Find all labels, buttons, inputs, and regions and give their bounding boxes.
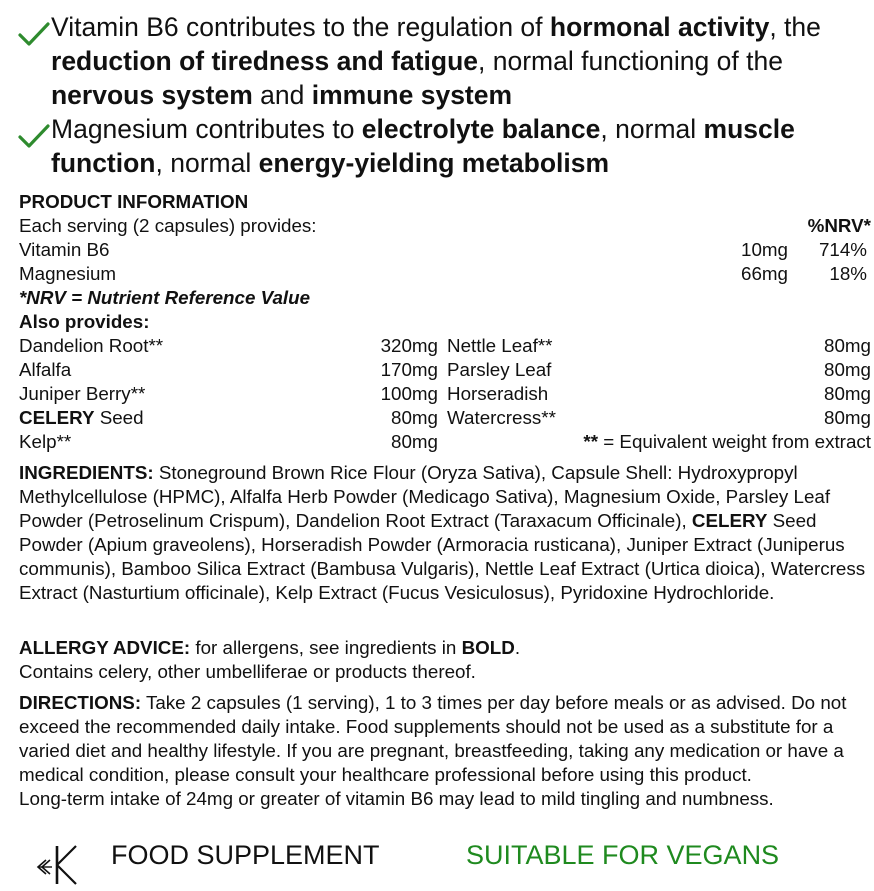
claim-text: Magnesium contributes to electrolyte balance, normal muscle function, normal energy-yielding metabolism bbox=[51, 114, 795, 178]
b6-warning: Long-term intake of 24mg or greater of vitamin B6 may lead to mild tingling and numbness. bbox=[19, 788, 774, 809]
botanical-name: Nettle Leaf** bbox=[447, 335, 553, 356]
ingredients-text: Stoneground Brown Rice Flour (Oryza Sativa), Capsule Shell: Hydroxypropyl Methylcellulose (HPMC), Alfalfa Herb Powder (Medicago Sativa), Magnesium Oxide, Parsley Leaf Powder (Petroselinum Crispum), Dandelion Root Extract (Taraxacum Officinale), bbox=[19, 462, 831, 531]
botanical-name: Kelp** bbox=[19, 431, 72, 452]
food-supplement-label: FOOD SUPPLEMENT bbox=[111, 840, 380, 870]
footer bbox=[0, 836, 874, 890]
also-row bbox=[19, 334, 871, 358]
allergen-celery: CELERY bbox=[691, 510, 768, 531]
botanical-name: Juniper Berry** bbox=[19, 383, 146, 404]
also-row bbox=[19, 358, 871, 382]
claim-text: Vitamin B6 contributes to the regulation of hormonal activity, the reduction of tiredness and fatigue, normal functioning of the nervous system and immune system bbox=[51, 12, 821, 110]
serving-text: Each serving (2 capsules) provides: bbox=[19, 215, 317, 236]
directions-label: DIRECTIONS: bbox=[19, 692, 142, 713]
botanical-name: Alfalfa bbox=[19, 359, 72, 380]
allergy-advice: ALLERGY ADVICE: for allergens, see ingredients in BOLD. Contains celery, other umbelliferae or products thereof. bbox=[19, 636, 871, 684]
botanical-amount: 100mg bbox=[380, 383, 438, 404]
botanical-name: Parsley Leaf bbox=[447, 359, 552, 380]
botanical-amount: 80mg bbox=[824, 335, 871, 356]
also-provides-heading: Also provides: bbox=[19, 311, 150, 332]
nutrient-nrv: 714% bbox=[818, 239, 867, 260]
botanical-name: Watercress** bbox=[447, 407, 556, 428]
botanical-name: CELERY Seed bbox=[19, 407, 144, 428]
product-information bbox=[19, 190, 871, 454]
ingredients bbox=[19, 461, 871, 605]
ingredients-text-cont: Seed Powder (Apium graveolens), Horseradish Powder (Armoracia rusticana), Juniper Extract (Juniperus communis), Bamboo Silica Extract (Bambusa Vulgaris), Nettle Leaf Extract (Urtica dioica), Watercress Extract (Nasturtium officinale), Kelp Extract (Fucus Vesiculosus), Pyridoxine Hydrochloride. bbox=[19, 510, 866, 603]
botanical-amount: 80mg bbox=[824, 359, 871, 380]
botanical-amount: 80mg bbox=[824, 383, 871, 404]
product-info-heading: PRODUCT INFORMATION bbox=[19, 191, 249, 212]
claim-vitamin-b6 bbox=[18, 10, 870, 112]
botanical-name: Dandelion Root** bbox=[19, 335, 164, 356]
also-row bbox=[19, 406, 871, 430]
botanical-amount: 80mg bbox=[391, 407, 438, 428]
suitable-for-vegans-label: SUITABLE FOR VEGANS bbox=[466, 840, 780, 870]
ingredients-label: INGREDIENTS: bbox=[19, 462, 154, 483]
nrv-header: %NRV* bbox=[807, 215, 871, 236]
nutrient-amount: 66mg bbox=[741, 263, 788, 284]
nutrient-row bbox=[19, 238, 871, 262]
allergy-label: ALLERGY ADVICE: bbox=[19, 637, 191, 658]
health-claims bbox=[18, 10, 870, 180]
nutrient-name: Magnesium bbox=[19, 263, 117, 284]
nutrient-row bbox=[19, 262, 871, 286]
also-row bbox=[19, 430, 871, 454]
brand-k-logo-icon bbox=[36, 844, 82, 891]
also-row bbox=[19, 382, 871, 406]
check-icon bbox=[18, 22, 50, 48]
extract-note: ** = Equivalent weight from extract bbox=[583, 431, 871, 452]
botanical-amount: 80mg bbox=[824, 407, 871, 428]
allergy-contains: Contains celery, other umbelliferae or products thereof. bbox=[19, 661, 476, 682]
nutrient-amount: 10mg bbox=[741, 239, 788, 260]
botanical-amount: 80mg bbox=[391, 431, 438, 452]
nutrient-nrv: 18% bbox=[829, 263, 867, 284]
botanical-name: Horseradish bbox=[447, 383, 549, 404]
directions-text: Take 2 capsules (1 serving), 1 to 3 times per day before meals or as advised. Do not exceed the recommended daily intake. Food supplements should not be used as a substitute for a varied diet and healthy lifestyle. If you are pregnant, breastfeeding, taking any medication or have a medical condition, please consult your healthcare professional before using this product. bbox=[19, 692, 847, 785]
nrv-note: *NRV = Nutrient Reference Value bbox=[19, 287, 311, 308]
botanical-amount: 170mg bbox=[380, 359, 438, 380]
check-icon bbox=[18, 124, 50, 150]
botanical-amount: 320mg bbox=[380, 335, 438, 356]
directions bbox=[19, 691, 871, 811]
nutrient-name: Vitamin B6 bbox=[19, 239, 110, 260]
claim-magnesium bbox=[18, 112, 870, 180]
